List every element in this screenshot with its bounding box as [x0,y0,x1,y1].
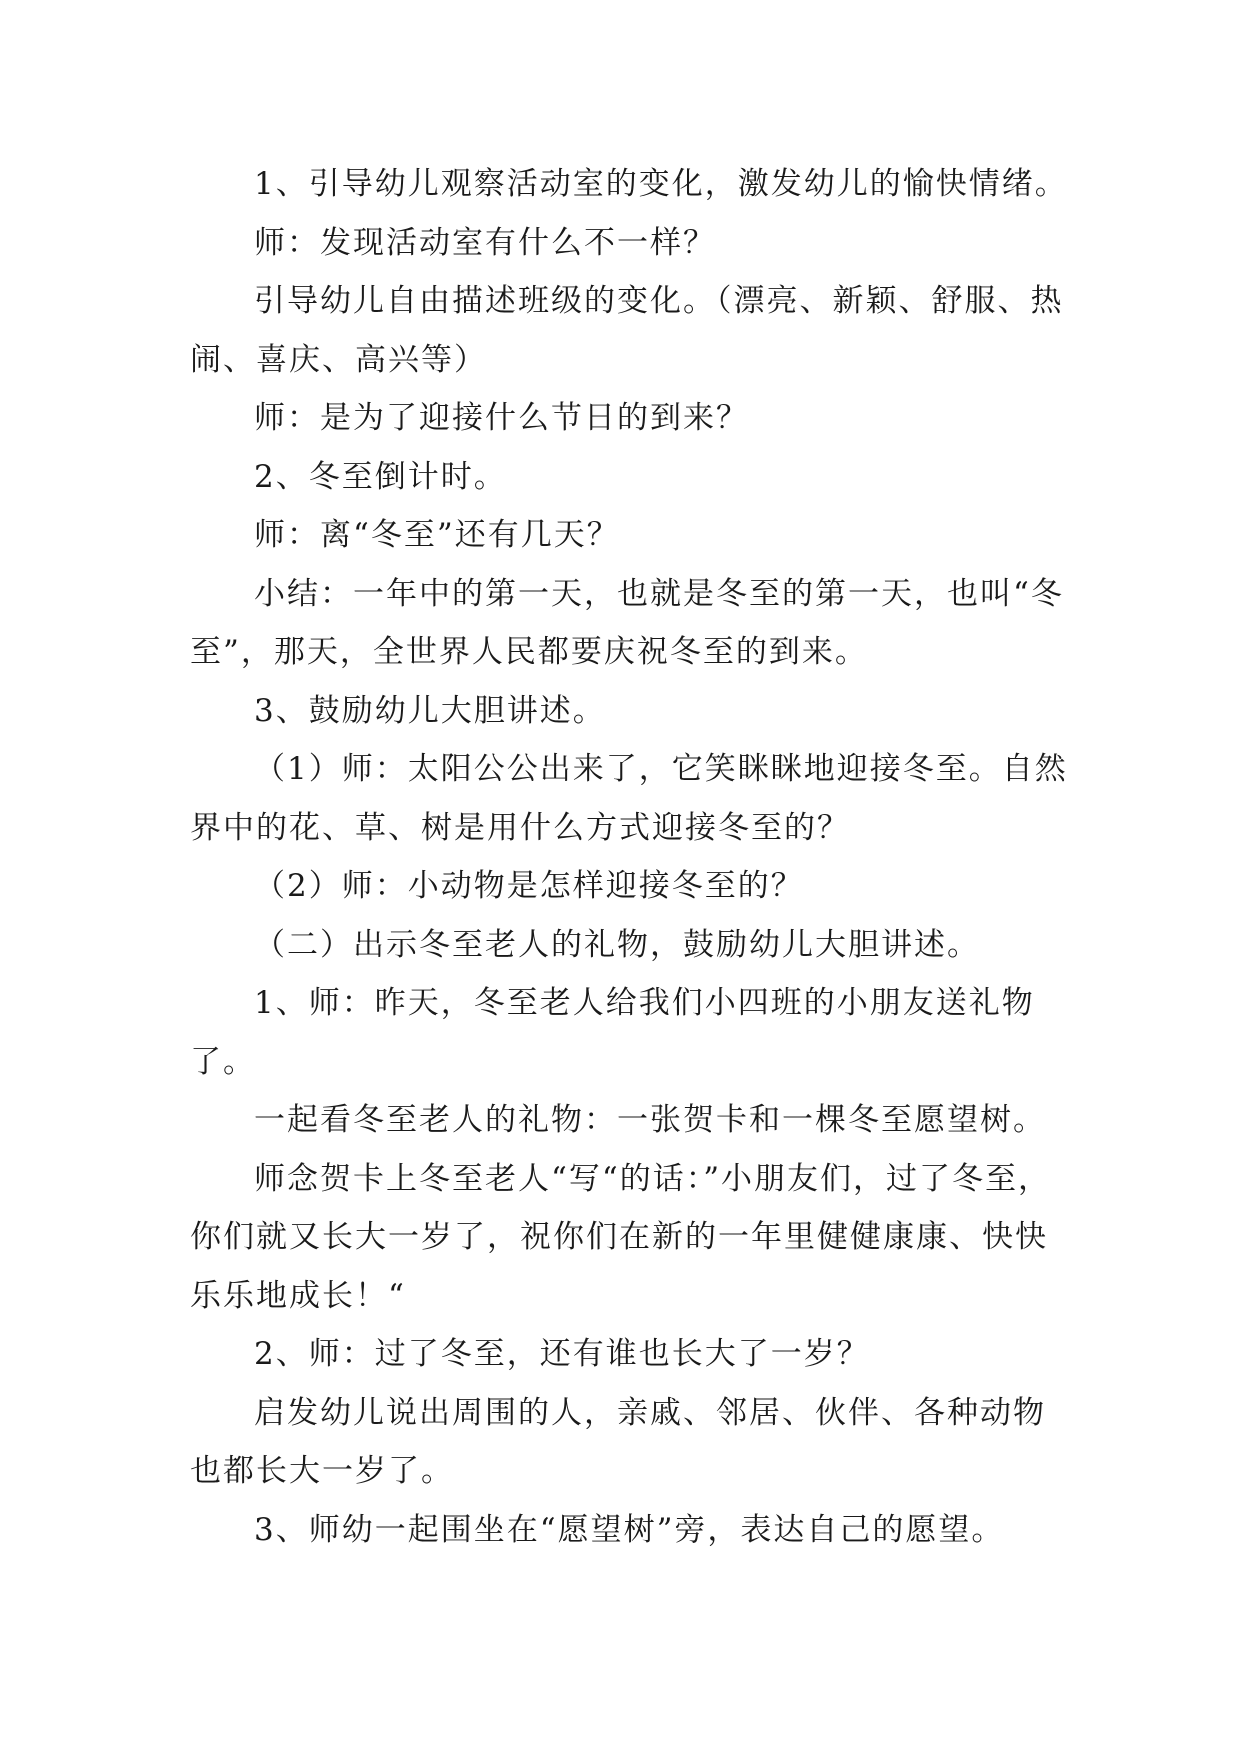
document-body [190,155,1070,1559]
paragraph: 3、师幼一起围坐在“愿望树”旁，表达自己的愿望。 [254,1511,1005,1548]
paragraph: （2）师：小动物是怎样迎接冬至的？ [254,868,804,904]
paragraph: 2、冬至倒计时。 [254,458,507,495]
paragraph: 引导幼儿自由描述班级的变化。（漂亮、新颖、舒服、热闹、喜庆、高兴等） [190,283,1064,378]
paragraph: 3、鼓励幼儿大胆讲述。 [254,692,606,729]
paragraph: 2、师：过了冬至，还有谁也长大了一岁？ [254,1336,870,1372]
paragraph: 1、师：昨天，冬至老人给我们小四班的小朋友送礼物了。 [190,985,1035,1080]
paragraph: 1、引导幼儿观察活动室的变化，激发幼儿的愉快情绪。 [254,166,1068,202]
paragraph: （二）出示冬至老人的礼物，鼓励幼儿大胆讲述。 [254,926,980,963]
paragraph: 启发幼儿说出周围的人，亲戚、邻居、伙伴、各种动物也都长大一岁了。 [190,1394,1046,1489]
paragraph: 一起看冬至老人的礼物：一张贺卡和一棵冬至愿望树。 [254,1102,1046,1138]
paragraph: 师：发现活动室有什么不一样？ [254,224,716,261]
paragraph: 师：离“冬至”还有几天？ [254,517,620,553]
paragraph: 师念贺卡上冬至老人“写“的话：”小朋友们，过了冬至，你们就又长大一岁了，祝你们在新的一年里健健康康、快快乐乐地成长！“ [190,1160,1052,1314]
paragraph: 小结：一年中的第一天，也就是冬至的第一天，也叫“冬至”，那天，全世界人民都要庆祝冬至的到来。 [190,575,1064,670]
paragraph: （1）师：太阳公公出来了，它笑眯眯地迎接冬至。自然界中的花、草、树是用什么方式迎接冬至的？ [190,751,1068,846]
paragraph: 师：是为了迎接什么节日的到来？ [254,400,749,436]
